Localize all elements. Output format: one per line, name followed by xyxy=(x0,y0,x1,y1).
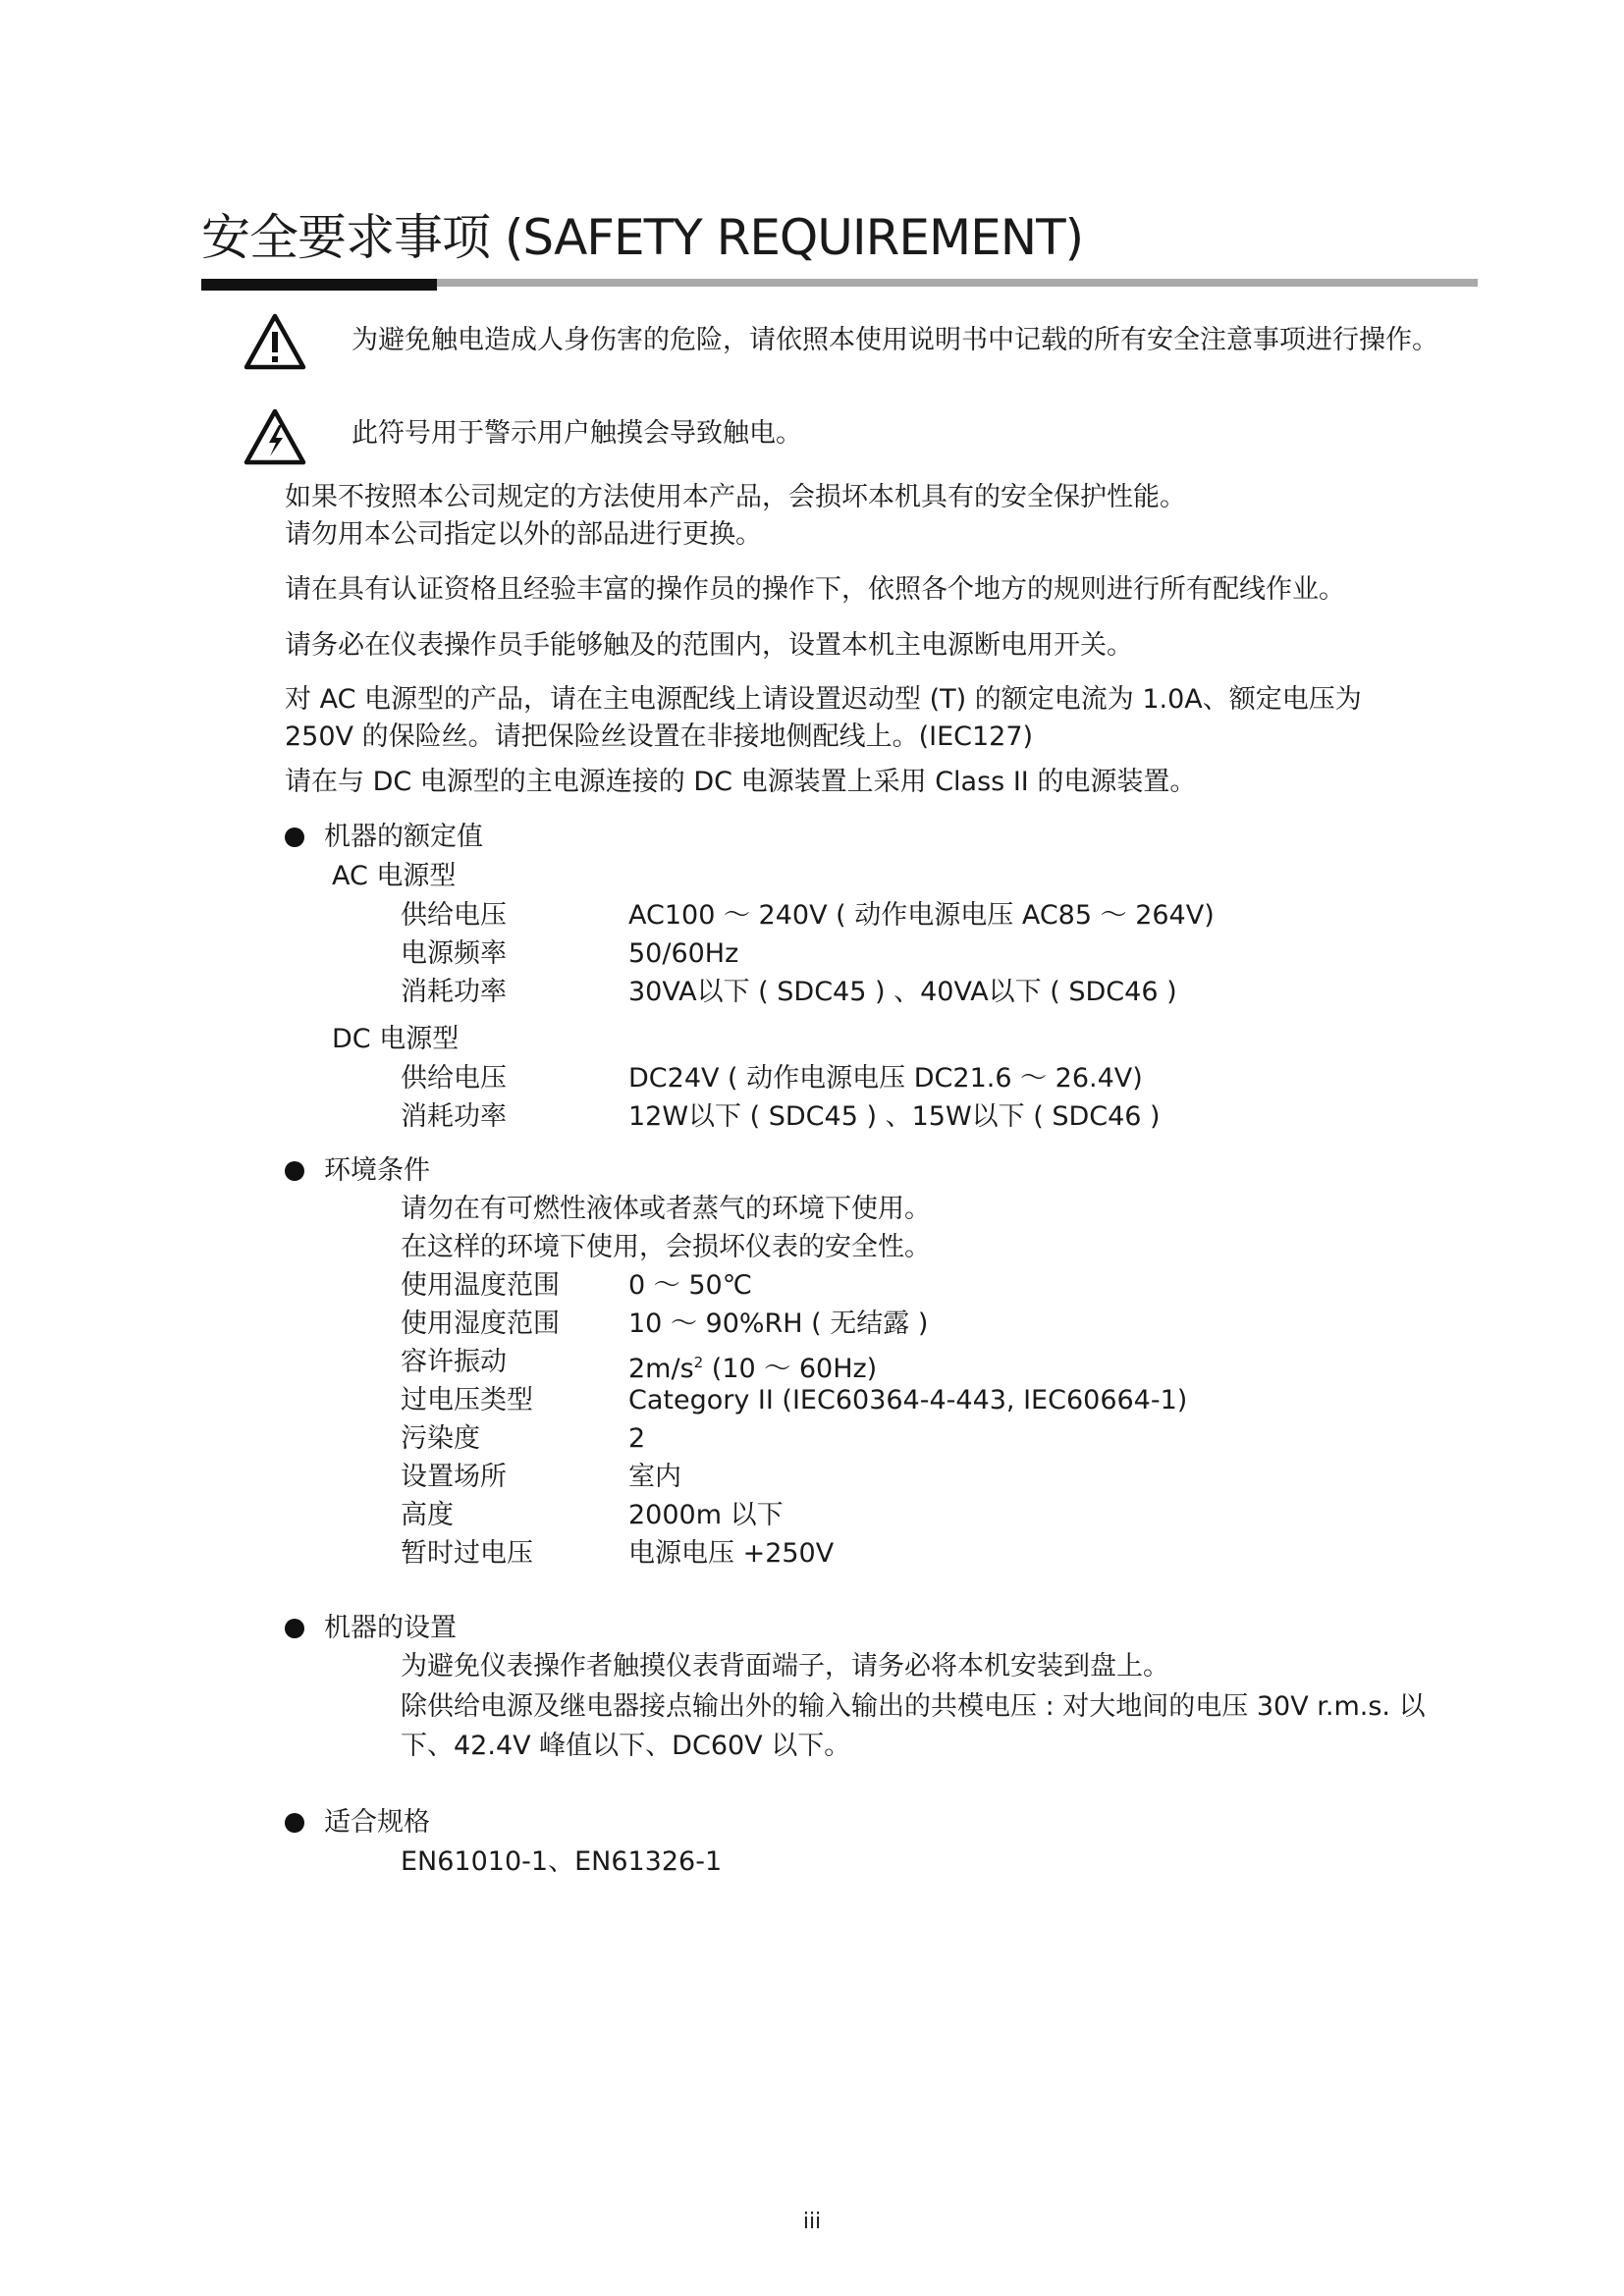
spec-label: 消耗功率 xyxy=(401,1101,507,1132)
spec-value: 2 xyxy=(628,1423,646,1454)
title-rule-accent xyxy=(201,279,437,291)
installation-text: 为避免仪表操作者触摸仪表背面端子，请务必将本机安装到盘上。 xyxy=(401,1651,1169,1682)
installation-text: 除供给电源及继电器接点输出外的输入输出的共模电压 : 对大地间的电压 30V r.m.s. 以 xyxy=(401,1691,1426,1722)
installation-text: 下、42.4V 峰值以下、DC60V 以下。 xyxy=(401,1731,851,1761)
environment-note: 请勿在有可燃性液体或者蒸气的环境下使用。 xyxy=(401,1194,931,1224)
spec-label: 使用温度范围 xyxy=(401,1270,560,1301)
spec-label: 供给电压 xyxy=(401,900,507,931)
spec-value: 30VA以下 ( SDC45 ) 、40VA以下 ( SDC46 ) xyxy=(628,977,1177,1007)
spec-value: 50/60Hz xyxy=(628,938,739,969)
spec-value: 0 ～ 50℃ xyxy=(628,1270,753,1301)
section-heading-rating: 机器的额定值 xyxy=(324,822,483,852)
bullet-icon xyxy=(285,1161,304,1181)
section-heading-environment: 环境条件 xyxy=(324,1155,430,1186)
spec-value: 室内 xyxy=(628,1462,681,1492)
subheading-dc: DC 电源型 xyxy=(332,1024,460,1054)
vibration-range: (10 ～ 60Hz) xyxy=(703,1354,878,1384)
bullet-icon xyxy=(285,1813,304,1833)
warning-text-shock: 此符号用于警示用户触摸会导致触电。 xyxy=(352,418,802,449)
spec-label: 高度 xyxy=(401,1500,454,1530)
spec-label: 供给电压 xyxy=(401,1063,507,1094)
spec-value: Category II (IEC60364-4-443, IEC60664-1) xyxy=(628,1385,1188,1415)
warning-triangle-icon xyxy=(244,312,306,371)
spec-value: 电源电压 +250V xyxy=(628,1538,835,1569)
spec-value: 2000m 以下 xyxy=(628,1500,784,1530)
spec-label: 消耗功率 xyxy=(401,977,507,1007)
paragraph: 请在与 DC 电源型的主电源连接的 DC 电源装置上采用 Class II 的电源装置。 xyxy=(285,767,1197,797)
spec-value-vibration xyxy=(628,1346,877,1386)
spec-label: 污染度 xyxy=(401,1423,480,1454)
paragraph: 请务必在仪表操作员手能够触及的范围内，设置本机主电源断电用开关。 xyxy=(285,630,1133,661)
vibration-value: 2m/s xyxy=(628,1354,694,1384)
paragraph: 如果不按照本公司规定的方法使用本产品，会损坏本机具有的安全保护性能。 xyxy=(285,482,1186,512)
paragraph: 250V 的保险丝。请把保险丝设置在非接地侧配线上。(IEC127) xyxy=(285,721,1034,752)
spec-label: 使用湿度范围 xyxy=(401,1308,560,1339)
section-heading-standards: 适合规格 xyxy=(324,1807,430,1838)
spec-label: 过电压类型 xyxy=(401,1385,533,1415)
bullet-icon xyxy=(285,1619,304,1638)
vibration-exponent: 2 xyxy=(693,1354,704,1371)
environment-note: 在这样的环境下使用，会损坏仪表的安全性。 xyxy=(401,1232,931,1262)
subheading-ac: AC 电源型 xyxy=(332,861,457,891)
standards-value: EN61010-1、EN61326-1 xyxy=(401,1846,723,1877)
spec-value: AC100 ～ 240V ( 动作电源电压 AC85 ～ 264V) xyxy=(628,900,1215,931)
spec-value: 10 ～ 90%RH ( 无结露 ) xyxy=(628,1308,929,1339)
spec-value: DC24V ( 动作电源电压 DC21.6 ～ 26.4V) xyxy=(628,1063,1143,1094)
page-number: iii xyxy=(802,2210,822,2234)
spec-label: 暂时过电压 xyxy=(401,1538,533,1569)
bullet-icon xyxy=(285,828,304,847)
spec-label: 设置场所 xyxy=(401,1462,507,1492)
section-heading-installation: 机器的设置 xyxy=(324,1613,457,1643)
paragraph: 对 AC 电源型的产品，请在主电源配线上请设置迟动型 (T) 的额定电流为 1.0A、额定电压为 xyxy=(285,684,1362,715)
spec-value: 12W以下 ( SDC45 ) 、15W以下 ( SDC46 ) xyxy=(628,1101,1161,1132)
spec-label: 电源频率 xyxy=(401,938,507,969)
paragraph: 请勿用本公司指定以外的部品进行更换。 xyxy=(285,519,762,550)
spec-label: 容许振动 xyxy=(401,1347,507,1377)
warning-text-general: 为避免触电造成人身伤害的危险，请依照本使用说明书中记载的所有安全注意事项进行操作。 xyxy=(352,325,1438,355)
electric-shock-icon xyxy=(244,407,306,466)
paragraph: 请在具有认证资格且经验丰富的操作员的操作下，依照各个地方的规则进行所有配线作业。 xyxy=(285,574,1345,605)
page-title: 安全要求事项 (SAFETY REQUIREMENT) xyxy=(201,209,1084,266)
